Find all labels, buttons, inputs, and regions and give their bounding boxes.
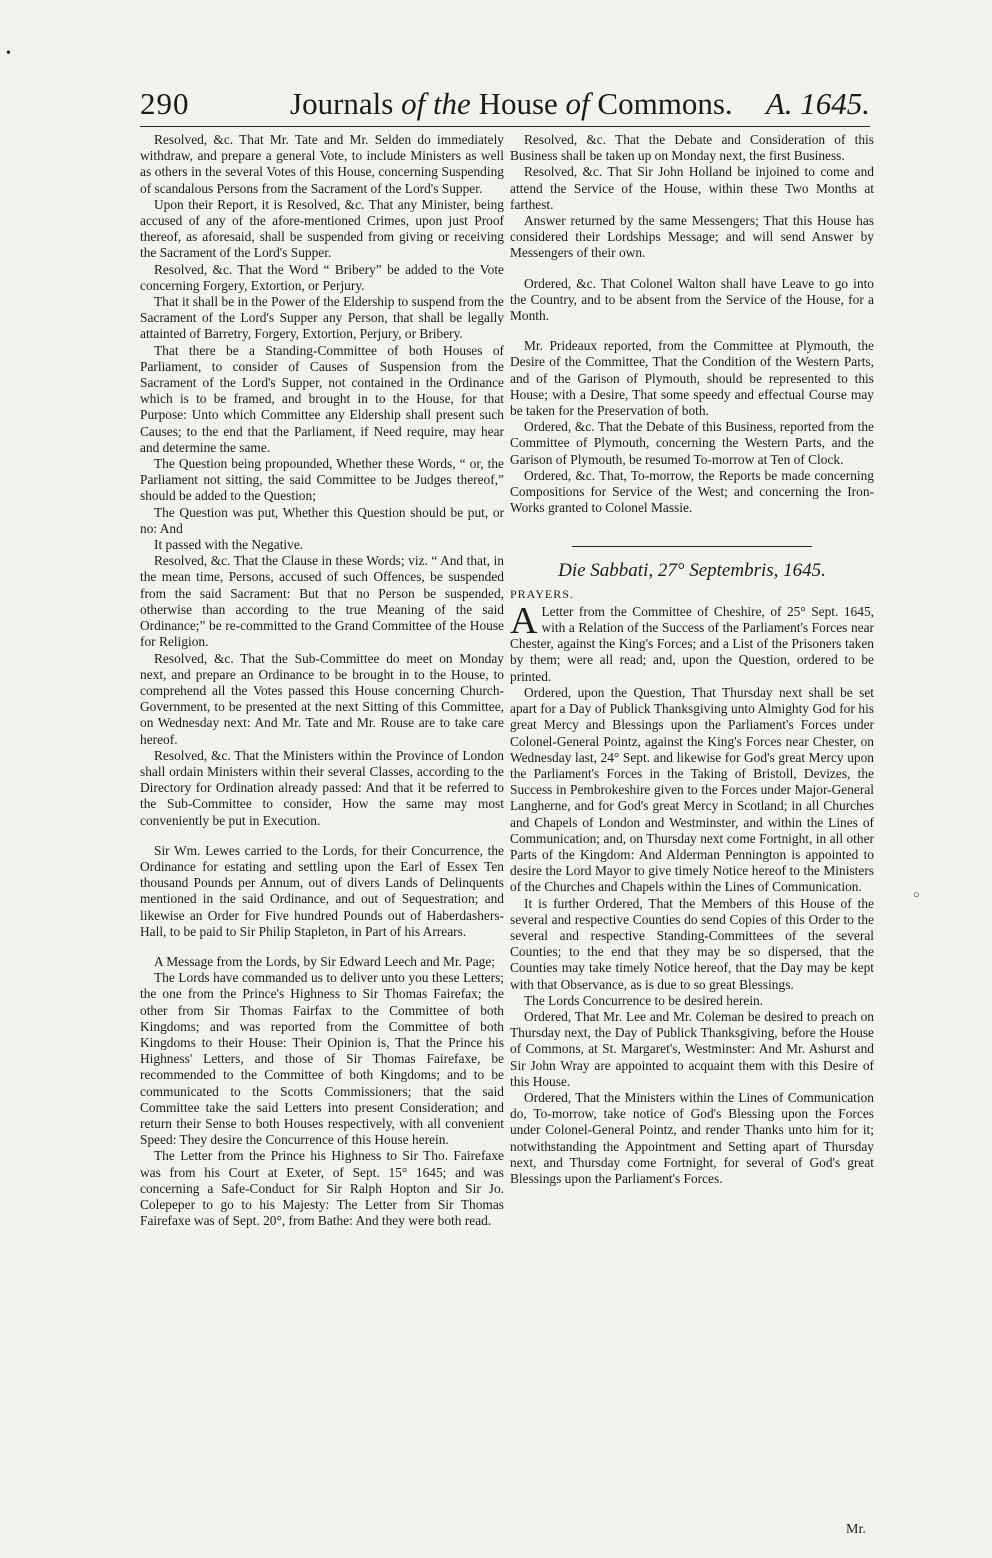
paragraph: Resolved, &c. That the Debate and Consideration of this Business shall be taken up on Monday next, the first Business. [510, 132, 874, 164]
paragraph: Sir Wm. Lewes carried to the Lords, for their Concurrence, the Ordinance for estating and settling upon the Earl of Essex Ten thousand Pounds per Annum, out of divers Lands of Delinquents mentioned in the said Ordinance, and out of Sequestration; and likewise an Order for Five hundred Pounds out of Haberdashers-Hall, to be paid to Sir Philip Stapleton, in Part of his Arrears. [140, 842, 504, 939]
margin-mark: ○ [913, 889, 920, 901]
running-title: Journals of the House of Commons. [290, 86, 733, 121]
paragraph: A Message from the Lords, by Sir Edward Leech and Mr. Page; [154, 953, 496, 969]
paragraph: That it shall be in the Power of the Eldership to suspend from the Sacrament of the Lord's Supper any Person, that shall be legally attainted of Barretry, Forgery, Extortion, Perjury, or Bribery. [140, 294, 504, 342]
paragraph: The Letter from the Prince his Highness to Sir Tho. Fairefaxe was from his Court at Exeter, of Sept. 15° 1645; and was concerning a Safe-Conduct for Sir Ralph Hopton and Sir Jo. Colepeper to go to his Majesty: The Letter from Sir Thomas Fairefaxe was of Sept. 20°, from Bathe: And they were both read. [140, 1148, 504, 1229]
paragraph: Answer returned by the same Messengers; That this House has considered their Lordships Message; and will send Answer by Messengers of their own. [510, 213, 874, 261]
paragraph: Ordered, &c. That, To-morrow, the Reports be made concerning Compositions for Service of the West; and concerning the Iron-Works granted to Colonel Massie. [510, 467, 874, 516]
paragraph: It is further Ordered, That the Members of this House of the several and respective Counties do send Copies of this Order to the several and respective Standing-Committees of the several Counties; to the end that they may be so dispersed, that the Counties may take timely Notice hereof, that the Day may be kept with that Observance, as is due to so great Blessings. [510, 895, 874, 992]
paragraph: Ordered, That Mr. Lee and Mr. Coleman be desired to preach on Thursday next, the Day of Publick Thanksgiving, before the House of Commons, at St. Margaret's, Westminster: And Mr. Ashurst and Sir John Wray are appointed to acquaint them with this Desire of this House. [510, 1008, 874, 1089]
paragraph [510, 599, 874, 685]
paragraph: Resolved, &c. That the Word “ Bribery” be added to the Vote concerning Forgery, Extortion, or Perjury. [140, 261, 504, 293]
paragraph: Resolved, &c. That the Clause in these Words; viz. “ And that, in the mean time, Persons, accused of such Offences, be suspended from the said Sacrament: But that no Person be suspended, otherwise than according to the true Meaning of the said Ordinance;” be re-committed to the Grand Committee of the House for Religion. [140, 553, 504, 650]
paragraph: Mr. Prideaux reported, from the Committee at Plymouth, the Desire of the Committee, That the Condition of the Western Parts, and of the Garison of Plymouth, should be represented to this House; with a Desire, That some speedy and effectual Course may be taken for the Preservation of both. [510, 338, 874, 419]
left-column [140, 132, 504, 1229]
margin-mark: • [6, 46, 11, 61]
paragraph: Resolved, &c. That the Ministers within the Province of London shall ordain Ministers within their several Classes, according to the Directory for Ordination already passed: And that it be referred to the Sub-Committee to consider, How the same may most conveniently be put in Execution. [140, 747, 504, 828]
paragraph: Resolved, &c. That the Sub-Committee do meet on Monday next, and prepare an Ordinance to be brought in to the House, to comprehend all the Votes passed this House concerning Church-Government, to be presented at the next Sitting of this Committee, on Wednesday next: And Mr. Tate and Mr. Rouse are to take care hereof. [140, 650, 504, 747]
paragraph: Ordered, &c. That the Debate of this Business, reported from the Committee of Plymouth, concerning the Western Parts, and the Garison of Plymouth, be resumed To-morrow at Ten of Clock. [510, 419, 874, 467]
paragraph: The Lords Concurrence to be desired herein. [524, 992, 764, 1008]
paragraph: The Lords have commanded us to deliver unto you these Letters; the one from the Prince's Highness to Sir Thomas Fairefax; the other from Sir Thomas Fairfax to the Committee of both Kingdoms; and was reported from the Committee of both Kingdoms to their House: Their Opinion is, That the Prince his Highness' Letters, and those of Sir Thomas Fairefaxe, be recommended to the Committee of both Kingdoms; and to be communicated to the Scotts Commissioners; that the said Committee take the said Letters into present Consideration; and return their Sense to both Houses respectively, with all convenient Speed: They desire the Concurrence of this House herein. [140, 970, 504, 1148]
day-heading: Die Sabbati, 27° Septembris, 1645. [558, 560, 826, 582]
prayers-label: PRAYERS. [510, 586, 574, 601]
paragraph: Resolved, &c. That Mr. Tate and Mr. Selden do immediately withdraw, and prepare a general Vote, to include Ministers as well as others in the several Votes of this House, concerning Suspending of scandalous Persons from the Sacrament of the Lord's Supper. [140, 132, 504, 196]
page-header [140, 86, 870, 127]
page-number: 290 [140, 86, 190, 121]
paragraph: The Question being propounded, Whether these Words, “ or, the Parliament not sitting, the said Committee to be Judges thereof,” should be added to the Question; [140, 456, 504, 504]
section-divider [572, 546, 812, 547]
dropcap-text: Letter from the Committee of Cheshire, of 25° Sept. 1645, with a Relation of the Success of the Parliament's Forces near Chester, against the King's Forces; and a List of the Prisoners taken by them; were all read; and, upon the Question, ordered to be printed. [510, 603, 874, 684]
paragraph: It passed with the Negative. [154, 537, 304, 553]
right-column [510, 132, 874, 1187]
header-year: A. 1645. [765, 86, 870, 121]
paragraph: Ordered, &c. That Colonel Walton shall have Leave to go into the Country, and to be absent from the Service of the House, for a Month. [510, 275, 874, 324]
paragraph: Resolved, &c. That Sir John Holland be injoined to come and attend the Service of the House, within these Two Months at farthest. [510, 164, 874, 212]
drop-cap: A [510, 599, 538, 642]
catchword: Mr. [846, 1522, 866, 1537]
paragraph: Ordered, That the Ministers within the Lines of Communication do, To-morrow, take notice of God's Blessing upon the Forces under Colonel-General Pointz, and render Thanks unto him for it; notwithstanding the Appointment and Setting apart of Thursday next, and Thursday come Fortnight, for several of God's great Blessings upon the Parliament's Forces. [510, 1089, 874, 1186]
paragraph: That there be a Standing-Committee of both Houses of Parliament, to consider of Causes of Suspension from the Sacrament of the Lord's Supper, not contained in the Ordinance which is to be framed, and brought in to the House, for that Purpose: Unto which Committee any Eldership shall present such Causes; to the end that the Parliament, if Need require, may hear and determine the same. [140, 342, 504, 455]
paragraph: Upon their Report, it is Resolved, &c. That any Minister, being accused of any of the afore-mentioned Crimes, upon just Proof thereof, as aforesaid, shall be suspended from giving or receiving the Sacrament of the Lord's Supper. [140, 196, 504, 261]
paragraph: The Question was put, Whether this Question should be put, or no: And [140, 504, 504, 536]
paragraph: Ordered, upon the Question, That Thursday next shall be set apart for a Day of Publick Thanksgiving unto Almighty God for his great Mercy and Blessings upon the Parliament's Forces under Colonel-General Pointz, against the King's Forces near Chester, on Wednesday last, 24° Sept. and likewise for God's great Mercy upon the Parliament's Forces in the Taking of Bristoll, Devizes, the Success in Pembrokeshire given to the Forces under Major-General Langherne, and for God's great Mercy in Scotland; in all Churches and Chapels of London and Westminster, and within the Lines of Communication; and, on Thursday next come Fortnight, in all other Parts of the Kingdom: And Alderman Pennington is appointed to desire the Lord Mayor to give timely Notice hereof to the Ministers of the Churches and Chapels within the Lines of Communication. [510, 684, 874, 895]
